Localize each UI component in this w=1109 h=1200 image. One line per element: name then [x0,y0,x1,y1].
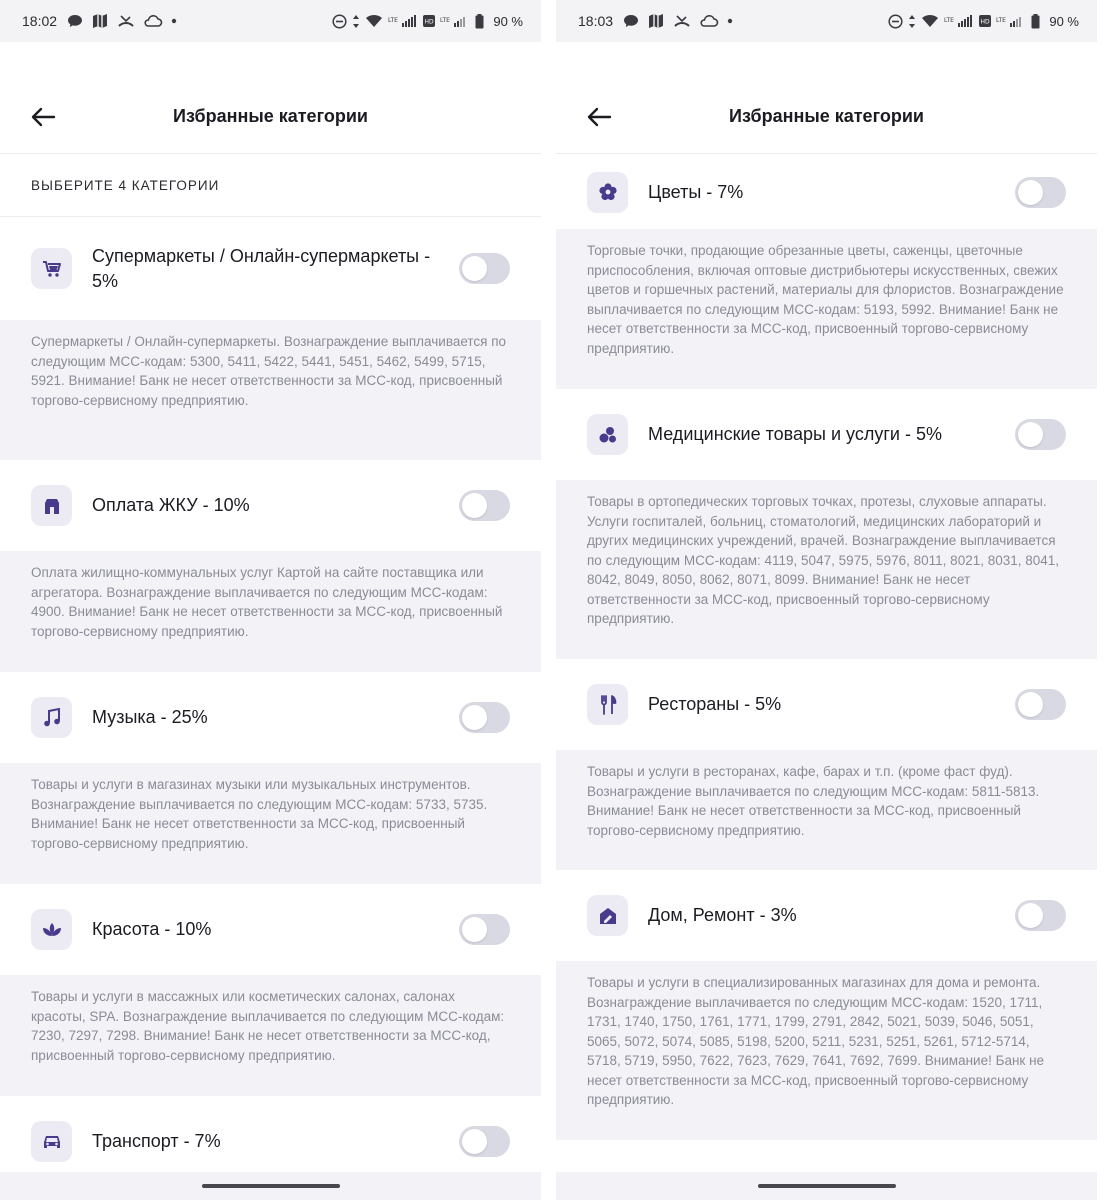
home-indicator[interactable] [202,1184,340,1188]
signal-lte-icon [388,14,418,28]
toggle-knob [1018,692,1043,717]
category-toggle[interactable] [1015,900,1066,931]
svg-text:LTE: LTE [944,17,955,24]
app-header [0,80,541,154]
toggle-knob [462,1129,487,1154]
map-icon [647,12,665,30]
page-title: Избранные категории [173,106,368,126]
toggle-knob [1018,422,1043,447]
category-name: Рестораны - 5% [648,694,782,714]
dnd-icon [332,14,347,29]
category-row-beauty[interactable] [0,884,541,975]
category-row-medical[interactable] [556,389,1097,480]
category-row-restaurants[interactable] [556,659,1097,750]
notification-icons [623,12,733,30]
home-repair-icon [587,895,628,936]
svg-text:HD: HD [980,18,990,26]
data-arrows-icon [908,14,916,29]
category-description: Товары и услуги в массажных или косметических салонах, салонах красоты, SPA. Вознаграждение выплачивается по следующим MCC-кодам: 7230, 7297, 7298. Внимание! Банк не несет ответственности за MCC-код, присвоенный торгово-сервисному предприятию. [0,975,541,1096]
arrow-left-icon [30,107,56,127]
app-header [556,80,1097,154]
category-row-home-repair[interactable] [556,870,1097,961]
hd-icon [979,15,991,27]
category-row-supermarkets[interactable] [0,217,541,320]
battery-icon [1031,14,1040,29]
section-caption: ВЫБЕРИТЕ 4 КАТЕГОРИИ [0,155,541,217]
cloud-icon [699,14,719,28]
toggle-knob [462,705,487,730]
category-row-music[interactable] [0,672,541,763]
category-toggle[interactable] [459,1126,510,1157]
category-description: Товары и услуги в магазинах музыки или музыкальных инструментов. Вознаграждение выплачивается по следующим MCC-кодам: 5733, 5735. Внимание! Банк не несет ответственности за MCC-код, присвоенный торгово-сервисному предприятию. [0,763,541,884]
flower-icon [587,172,628,213]
category-toggle[interactable] [1015,689,1066,720]
cart-icon [31,248,72,289]
chat-icon [623,14,639,28]
house-icon [31,485,72,526]
chat-icon [67,14,83,28]
category-name: Транспорт - 7% [92,1131,221,1151]
battery-percent: 90 % [1049,13,1079,29]
hd-icon [423,15,435,27]
missed-call-icon [117,14,135,28]
category-toggle[interactable] [1015,419,1066,450]
battery-icon [475,14,484,29]
category-name: Красота - 10% [92,919,212,939]
category-name: Музыка - 25% [92,707,208,727]
arrow-left-icon [586,107,612,127]
status-time: 18:03 [578,13,614,29]
dnd-icon [888,14,903,29]
svg-text:LTE: LTE [996,17,1007,24]
cloud-icon [143,14,163,28]
system-icons [332,14,523,29]
right-screen [556,0,1097,1200]
svg-text:LTE: LTE [440,17,451,24]
dot-icon [171,18,177,24]
status-time: 18:02 [22,13,58,29]
back-button[interactable] [584,102,614,132]
category-name: Цветы - 7% [648,181,744,202]
toggle-knob [462,256,487,281]
category-description: Товары в ортопедических торговых точках, протезы, слуховые аппараты. Услуги госпиталей, больниц, стоматологий, медицинских лабораторий и других медицинских учреждений, врачей. Вознаграждение выплачивается по следующим MCC-кодам: 4119, 5047, 5975, 5976, 8011, 8021, 8031, 8041, 8042, 8049, 8050, 8062, 8071, 8099. Внимание! Банк не несет ответственности за MCC-код, присвоенный торгово-сервисному предприятию. [556,480,1097,659]
svg-text:HD: HD [424,18,434,26]
left-screen [0,0,541,1200]
category-toggle[interactable] [459,702,510,733]
battery-percent: 90 % [493,13,523,29]
category-description: Оплата жилищно-коммунальных услуг Картой на сайте поставщика или агрегатора. Вознаграждение выплачивается по следующим MCC-кодам: 4900. Внимание! Банк не несет ответственности за MCC-код, присвоенный торгово-сервисному предприятию. [0,551,541,672]
page-title: Избранные категории [729,106,924,126]
category-name: Супермаркеты / Онлайн-супермаркеты - 5% [92,245,431,291]
category-toggle[interactable] [1015,177,1066,208]
status-bar [0,0,541,42]
toggle-knob [1018,180,1043,205]
medical-icon [587,414,628,455]
car-icon [31,1121,72,1162]
category-description: Супермаркеты / Онлайн-супермаркеты. Вознаграждение выплачивается по следующим MCC-кодам: 5300, 5411, 5422, 5441, 5451, 5462, 5499, 5715, 5921. Внимание! Банк не несет ответственности за MCC-код, присвоенный торгово-сервисному предприятию. [0,320,541,460]
home-indicator[interactable] [758,1184,896,1188]
category-name: Медицинские товары и услуги - 5% [648,424,942,444]
category-toggle[interactable] [459,490,510,521]
category-description: Торговые точки, продающие обрезанные цветы, саженцы, цветочные приспособления, включая оптовые дистрибьютеры искусственных, свежих цветов и горшечных растений, материалы для флористов. Вознаграждение выплачивается по следующим MCC-кодам: 5193, 5992. Внимание! Банк не несет ответственности за MCC-код, присвоенный торгово-сервисному предприятию. [556,229,1097,389]
music-note-icon [31,697,72,738]
category-row-utilities[interactable] [0,460,541,551]
toggle-knob [462,493,487,518]
missed-call-icon [673,14,691,28]
toggle-knob [1018,903,1043,928]
signal-lte-2-icon [996,14,1026,28]
wifi-icon [365,14,383,28]
category-list[interactable] [556,155,1097,1200]
signal-lte-2-icon [440,14,470,28]
category-toggle[interactable] [459,914,510,945]
dot-icon [727,18,733,24]
category-description: Товары и услуги в ресторанах, кафе, барах и т.п. (кроме фаст фуд). Вознаграждение выплачивается по следующим MCC-кодам: 5811-5813. Внимание! Банк не несет ответственности за MCC-код, присвоенный торгово-сервисному предприятию. [556,750,1097,870]
toggle-knob [462,917,487,942]
category-description: Товары и услуги в специализированных магазинах для дома и ремонта. Вознаграждение выплачивается по следующим MCC-кодам: 1520, 1711, 1731, 1740, 1750, 1761, 1771, 1799, 2791, 2842, 5021, 5039, 5046, 5051, 5065, 5072, 5074, 5085, 5198, 5200, 5211, 5231, 5251, 5261, 5712-5714, 5718, 5719, 5950, 7622, 7623, 7629, 7641, 7692, 7699. Внимание! Банк не несет ответственности за MCC-код, присвоенный торгово-сервисному предприятию. [556,961,1097,1140]
signal-lte-icon [944,14,974,28]
lotus-icon [31,909,72,950]
fork-knife-icon [587,684,628,725]
system-icons [888,14,1079,29]
notification-icons [67,12,177,30]
category-list[interactable] [0,155,541,1200]
svg-text:LTE: LTE [388,17,399,24]
status-bar [556,0,1097,42]
data-arrows-icon [352,14,360,29]
category-row-flowers[interactable] [556,155,1097,229]
category-toggle[interactable] [459,253,510,284]
map-icon [91,12,109,30]
category-name: Оплата ЖКУ - 10% [92,495,250,515]
wifi-icon [921,14,939,28]
back-button[interactable] [28,102,58,132]
category-name: Дом, Ремонт - 3% [648,905,797,925]
